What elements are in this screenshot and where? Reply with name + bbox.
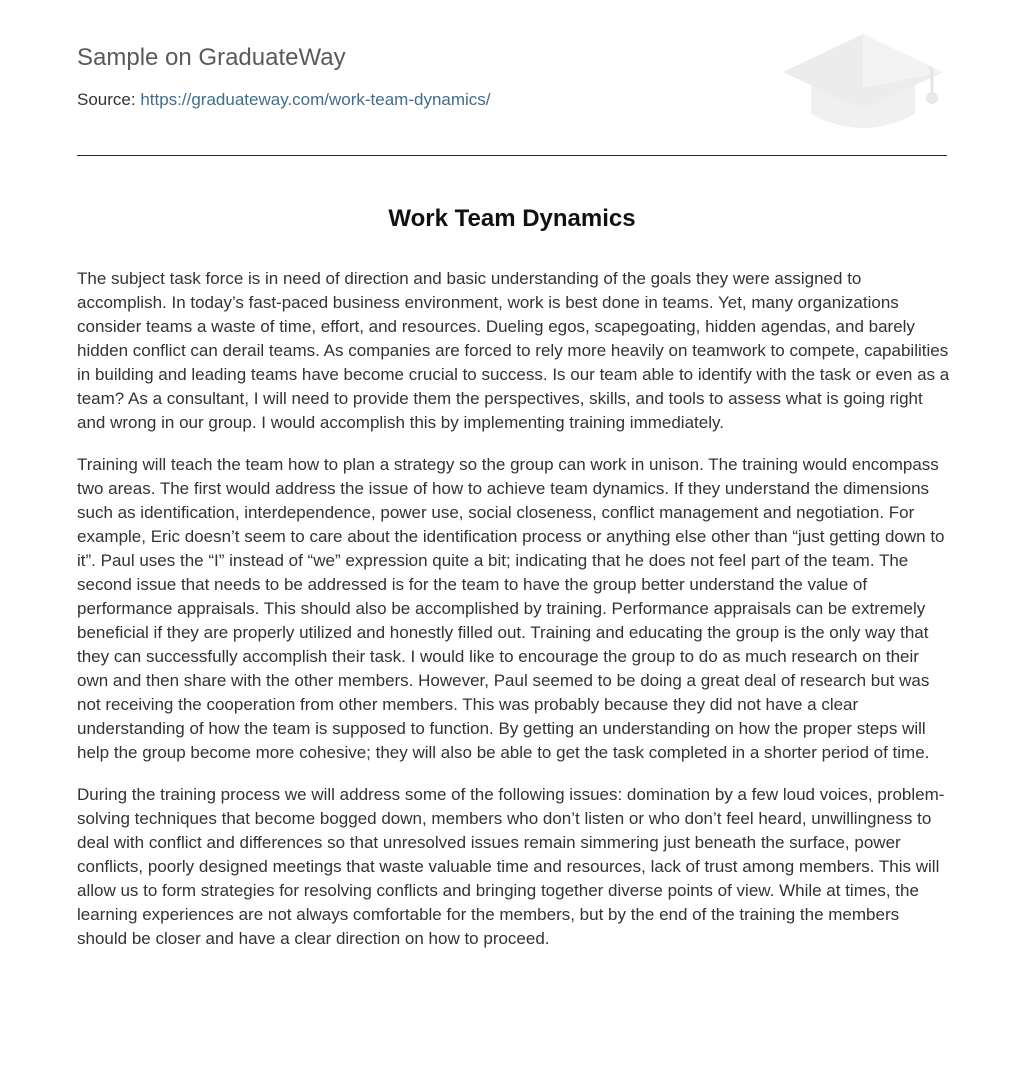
- paragraph-1: The subject task force is in need of direction and basic understanding of the goals they were assigned to accomplish. In today’s fast-paced business environment, work is best done in teams. Yet, many organizations consider teams a waste of time, effort, and resources. Dueling egos, scapegoating, hidden agendas, and barely hidden conflict can derail teams. As companies are forced to rely more heavily on teamwork to compete, capabilities in building and leading teams have become crucial to success. Is our team able to identify with the task or even as a team? As a consultant, I will need to provide them the perspectives, skills, and tools to assess what is going right and wrong in our group. I would accomplish this by implementing training immediately.: [77, 269, 950, 432]
- site-title: Sample on GraduateWay: [77, 44, 346, 71]
- paragraph-2: Training will teach the team how to plan a strategy so the group can work in unison. The training would encompass two areas. The first would address the issue of how to achieve team dynamics. If they understand the dimensions such as identification, interdependence, power use, social closeness, conflict management and negotiation. For example, Eric doesn’t seem to care about the identification process or anything else other than “just getting down to it”. Paul uses the “I” instead of “we” expression quite a bit; indicating that he does not feel part of the team. The second issue that needs to be addressed is for the team to have the group better understand the value of performance appraisals. This should also be accomplished by training. Performance appraisals can be extremely beneficial if they are properly utilized and honestly filled out. Training and educating the group is the only way that they can successfully accomplish their task. I would like to encourage the group to do as much research on their own and then share with the other members. However, Paul seemed to be doing a great deal of research but was not receiving the cooperation from other members. This was probably because they did not have a clear understanding of how the team is supposed to function. By getting an understanding on how the proper steps will help the group become more cohesive; they will also be able to get the task completed in a shorter period of time.: [77, 455, 945, 762]
- header-divider: [77, 155, 947, 156]
- document-title: Work Team Dynamics: [388, 205, 636, 232]
- paragraph-3: During the training process we will address some of the following issues: domination by a few loud voices, problem-solving techniques that become bogged down, members who don’t listen or who don’t feel heard, unwillingness to deal with conflict and differences so that unresolved issues remain simmering just beneath the surface, power conflicts, poorly designed meetings that waste valuable time and resources, lack of trust among members. This will allow us to form strategies for resolving conflicts and bringing together diverse points of view. While at times, the learning experiences are not always comfortable for the members, but by the end of the training the members should be closer and have a clear direction on how to proceed.: [77, 785, 945, 948]
- document-body: [77, 267, 951, 969]
- source-link[interactable]: https://graduateway.com/work-team-dynamics/: [140, 90, 491, 109]
- source-label: Source:: [77, 90, 136, 109]
- page-header: [77, 0, 947, 156]
- source-line: [77, 90, 491, 110]
- graduation-cap-icon: [779, 30, 947, 134]
